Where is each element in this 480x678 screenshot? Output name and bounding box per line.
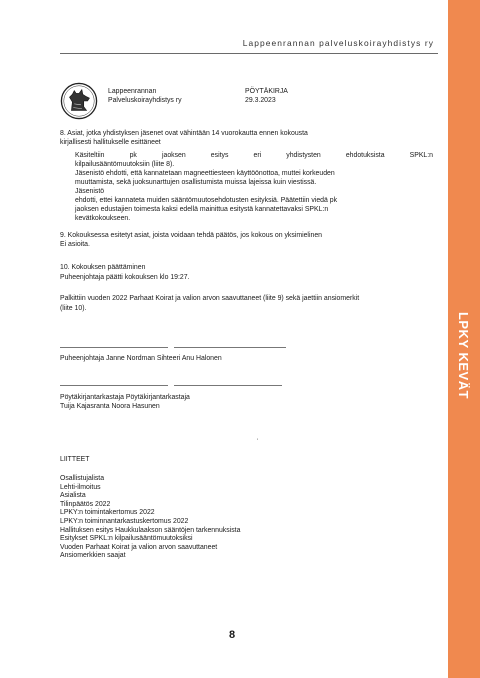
awards-text-2: (liite 10). [60, 305, 87, 312]
signers-reviewers-names: Tuija Kajasranta Noora Hasunen [60, 403, 160, 410]
item9-text: Ei asioita. [60, 241, 90, 248]
organization-block: Lappeenrannan Palveluskoirayhdistys ry [108, 88, 182, 104]
item8-text-line: jaoksen edustajien toimesta kaksi edellä mainittua esitystä kannatettavaksi SPKL:n [75, 206, 329, 213]
signers-reviewers-roles: Pöytäkirjantarkastaja Pöytäkirjantarkastaja [60, 394, 190, 401]
document-type-block: PÖYTÄKIRJA 29.3.2023 [245, 88, 288, 104]
list-item: Ansiomerkkien saajat [60, 552, 126, 560]
list-item: Osallistujalista [60, 475, 105, 482]
item8-text-line: Käsiteltiin pk jaoksen esitys eri yhdistysten ehdotuksista SPKL:n [75, 152, 433, 159]
dog-logo-icon [60, 82, 98, 120]
list-item: Esitykset SPKL:n kilpailusääntömuutoksiksi [60, 535, 193, 543]
page-header: Lappeenrannan palveluskoirayhdistys ry [242, 38, 434, 48]
side-label: LPKY KEVÄT [456, 311, 472, 399]
signature-line [174, 385, 282, 386]
list-item: Vuoden Parhaat Koirat ja valion arvon saavuttaneet [60, 543, 218, 551]
item8-text-line: Jäsenistö [75, 188, 105, 195]
item8-text-line: kilpailusääntömuutoksiin (liite 8). [75, 161, 175, 168]
item8-text-line: muuttamista, sekä juoksunarttujen osallistumista muissa lajeissa kuin viestissä. [75, 179, 317, 186]
list-item: Lehti-ilmoitus [60, 483, 101, 491]
item9-heading: 9. Kokouksessa esitetyt asiat, joista voidaan tehdä päätös, jos kokous on yksimielinen [60, 232, 322, 239]
item10-heading: 10. Kokouksen päättäminen [60, 264, 146, 271]
list-item: Asialista [60, 492, 86, 500]
attachments-title: LIITTEET [60, 456, 90, 463]
item8-text-line: Jäsenistö ehdotti, että kannatetaan magneettiesteen käyttöönottoa, muttei korkeuden [75, 170, 335, 177]
awards-text-1: Palkittiin vuoden 2022 Parhaat Koirat ja valion arvon saavuttaneet (liite 9) sekä jaettiin ansiomerkit [60, 295, 360, 302]
signature-line [60, 385, 168, 386]
list-item: Tilinpäätös 2022 [60, 500, 111, 508]
item8-heading-1: 8. Asiat, jotka yhdistyksen jäsenet ovat vähintään 14 vuorokautta ennen kokousta [60, 130, 308, 137]
signature-line [174, 347, 286, 348]
item10-text: Puheenjohtaja päätti kokouksen klo 19:27. [60, 274, 190, 281]
signers-chair-secretary: Puheenjohtaja Janne Nordman Sihteeri Anu Halonen [60, 355, 222, 362]
item8-heading-2: kirjallisesti hallitukselle esittäneet [60, 139, 161, 146]
item8-text-line: ehdotti, ettei kannateta muiden sääntömuutosehdotusten esityksiä. Päätettiin viedä pk [75, 197, 338, 204]
page-number: 8 [229, 629, 236, 641]
list-item: Hallituksen esitys Haukkulaakson sääntöjen tarkennuksista [60, 526, 241, 534]
list-item: LPKY:n toimintakertomus 2022 [60, 509, 155, 517]
item8-text-line: kevätkokoukseen. [75, 215, 131, 222]
signature-line [60, 347, 168, 348]
list-item: LPKY:n toiminnantarkastuskertomus 2022 [60, 517, 189, 525]
stray-mark: ' [257, 439, 259, 445]
header-divider [60, 53, 438, 54]
attachments-list [60, 475, 240, 561]
